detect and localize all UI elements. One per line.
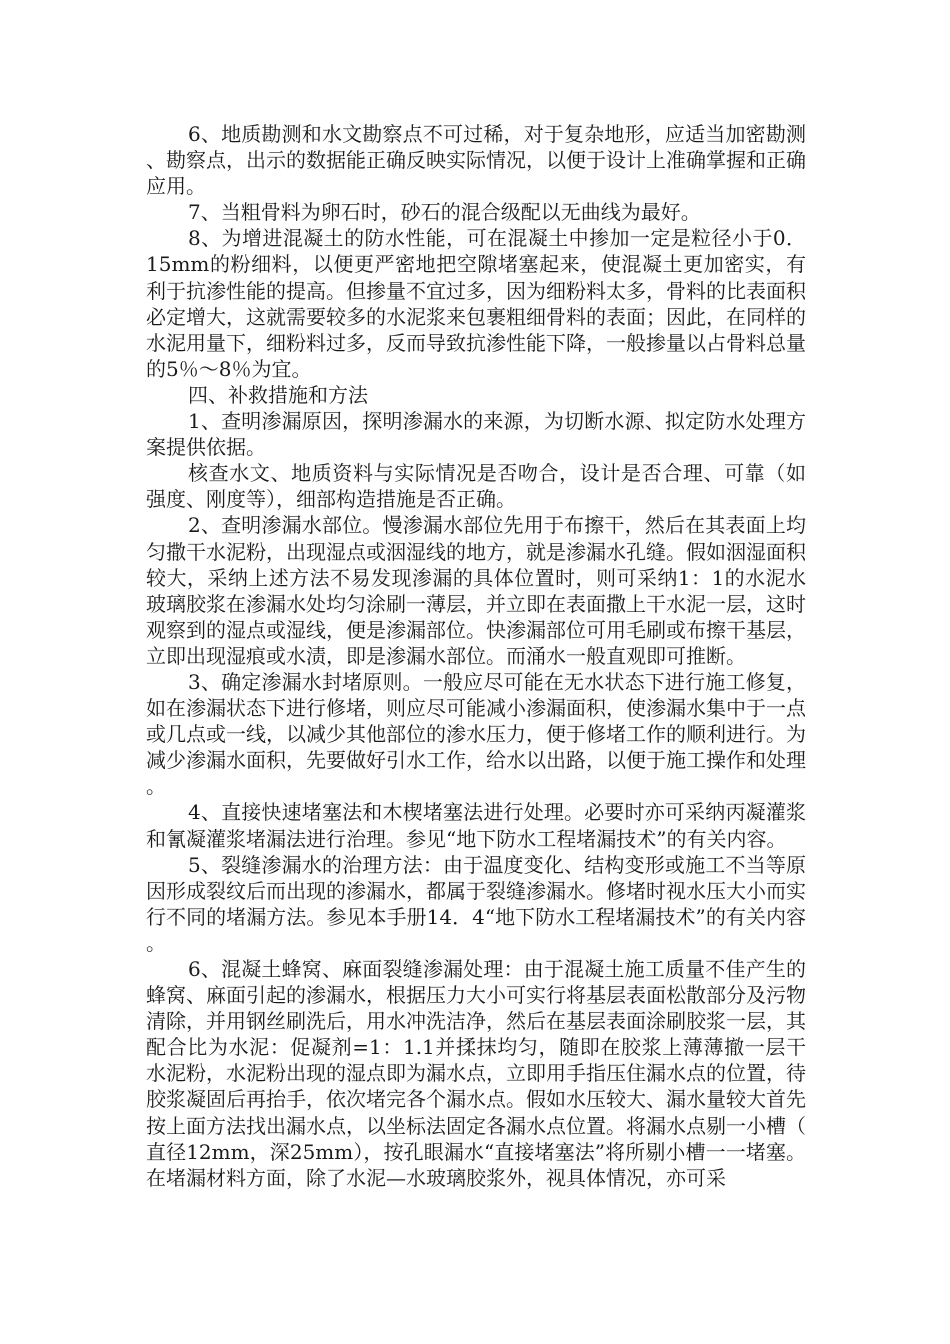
paragraph-item-7-aggregate: 7、当粗骨料为卵石时，砂石的混合级配以无曲线为最好。	[188, 200, 701, 225]
document-body	[146, 121, 806, 1191]
paragraph-remedy-2-locate: 2、查明渗漏水部位。慢渗漏水部位先用于布擦干，然后在其表面上均匀撒干水泥粉，出现湿点或洇湿线的地方，就是渗漏水孔缝。假如洇湿面积较大，采纳上述方法不易发现渗漏的具体位置时，则可采纳1：1的水泥水玻璃胶浆在渗漏水处均匀涂刷一薄层，并立即在表面撒上干水泥一层，这时观察到的湿点或湿线，便是渗漏部位。快渗漏部位可用毛刷或布擦干基层，立即出现湿痕或水渍，即是渗漏水部位。而涌水一般直观即可推断。	[146, 513, 806, 668]
section-heading-remedial-measures: 四、补救措施和方法	[188, 382, 368, 407]
paragraph-remedy-5-cracks: 5、裂缝渗漏水的治理方法：由于温度变化、结构变形或施工不当等原因形成裂纹后而出现的渗漏水，都属于裂缝渗漏水。修堵时视水压大小而实行不同的堵漏方法。参见本手册14．4“地下防水工程堵漏技术”的有关内容。	[146, 852, 806, 955]
paragraph-remedy-6-honeycomb: 6、混凝土蜂窝、麻面裂缝渗漏处理：由于混凝土施工质量不佳产生的蜂窝、麻面引起的渗漏水，根据压力大小可实行将基层表面松散部分及污物清除，并用钢丝刷洗后，用水冲洗洁净，然后在基层表面涂刷胶浆一层，其配合比为水泥：促凝剂=1：1.1并揉抹均匀，随即在胶浆上薄薄撤一层干水泥粉，水泥粉出现的湿点即为漏水点，立即用手指压住漏水点的位置，待胶浆凝固后再抬手，依次堵完各个漏水点。假如水压较大、漏水量较大首先按上面方法找出漏水点，以坐标法固定各漏水点位置。将漏水点剔一小槽（直径12mm，深25mm），按孔眼漏水“直接堵塞法”将所剔小槽一一堵塞。在堵漏材料方面，除了水泥—水玻璃胶浆外，视具体情况，亦可采	[146, 957, 806, 1190]
paragraph-item-8-fine-powder: 8、为增进混凝土的防水性能，可在混凝土中掺加一定是粒径小于0．15mm的粉细料，以便更严密地把空隙堵塞起来，使混凝土更加密实，有利于抗渗性能的提高。但掺量不宜过多，因为细粉料太多，骨料的比表面积必定增大，这就需要较多的水泥浆来包裹粗细骨料的表面；因此，在同样的水泥用量下，细粉料过多，反而导致抗渗性能下降，一般掺量以占骨料总量的5％～8％为宜。	[146, 226, 806, 381]
paragraph-remedy-3-principle: 3、确定渗漏水封堵原则。一般应尽可能在无水状态下进行施工修复，如在渗漏状态下进行修堵，则应尽可能减小渗漏面积，使渗漏水集中于一点或几点或一线，以减少其他部位的渗水压力，便于修堵工作的顺利进行。为减少渗漏水面积，先要做好引水工作，给水以出路，以便于施工操作和处理。	[146, 669, 806, 799]
paragraph-remedy-1-cause: 1、查明渗漏原因，探明渗漏水的来源，为切断水源、拟定防水处理方案提供依据。	[146, 409, 806, 460]
paragraph-remedy-1-check: 核查水文、地质资料与实际情况是否吻合，设计是否合理、可靠（如强度、刚度等），细部构造措施是否正确。	[146, 461, 806, 512]
paragraph-item-6-geology: 6、地质勘测和水文勘察点不可过稀，对于复杂地形，应适当加密勘测、勘察点，出示的数据能正确反映实际情况，以便于设计上准确掌握和正确应用。	[146, 122, 806, 199]
paragraph-remedy-4-plugging: 4、直接快速堵塞法和木楔堵塞法进行处理。必要时亦可采纳丙凝灌浆和氰凝灌浆堵漏法进行治理。参见“地下防水工程堵漏技术”的有关内容。	[146, 800, 806, 851]
